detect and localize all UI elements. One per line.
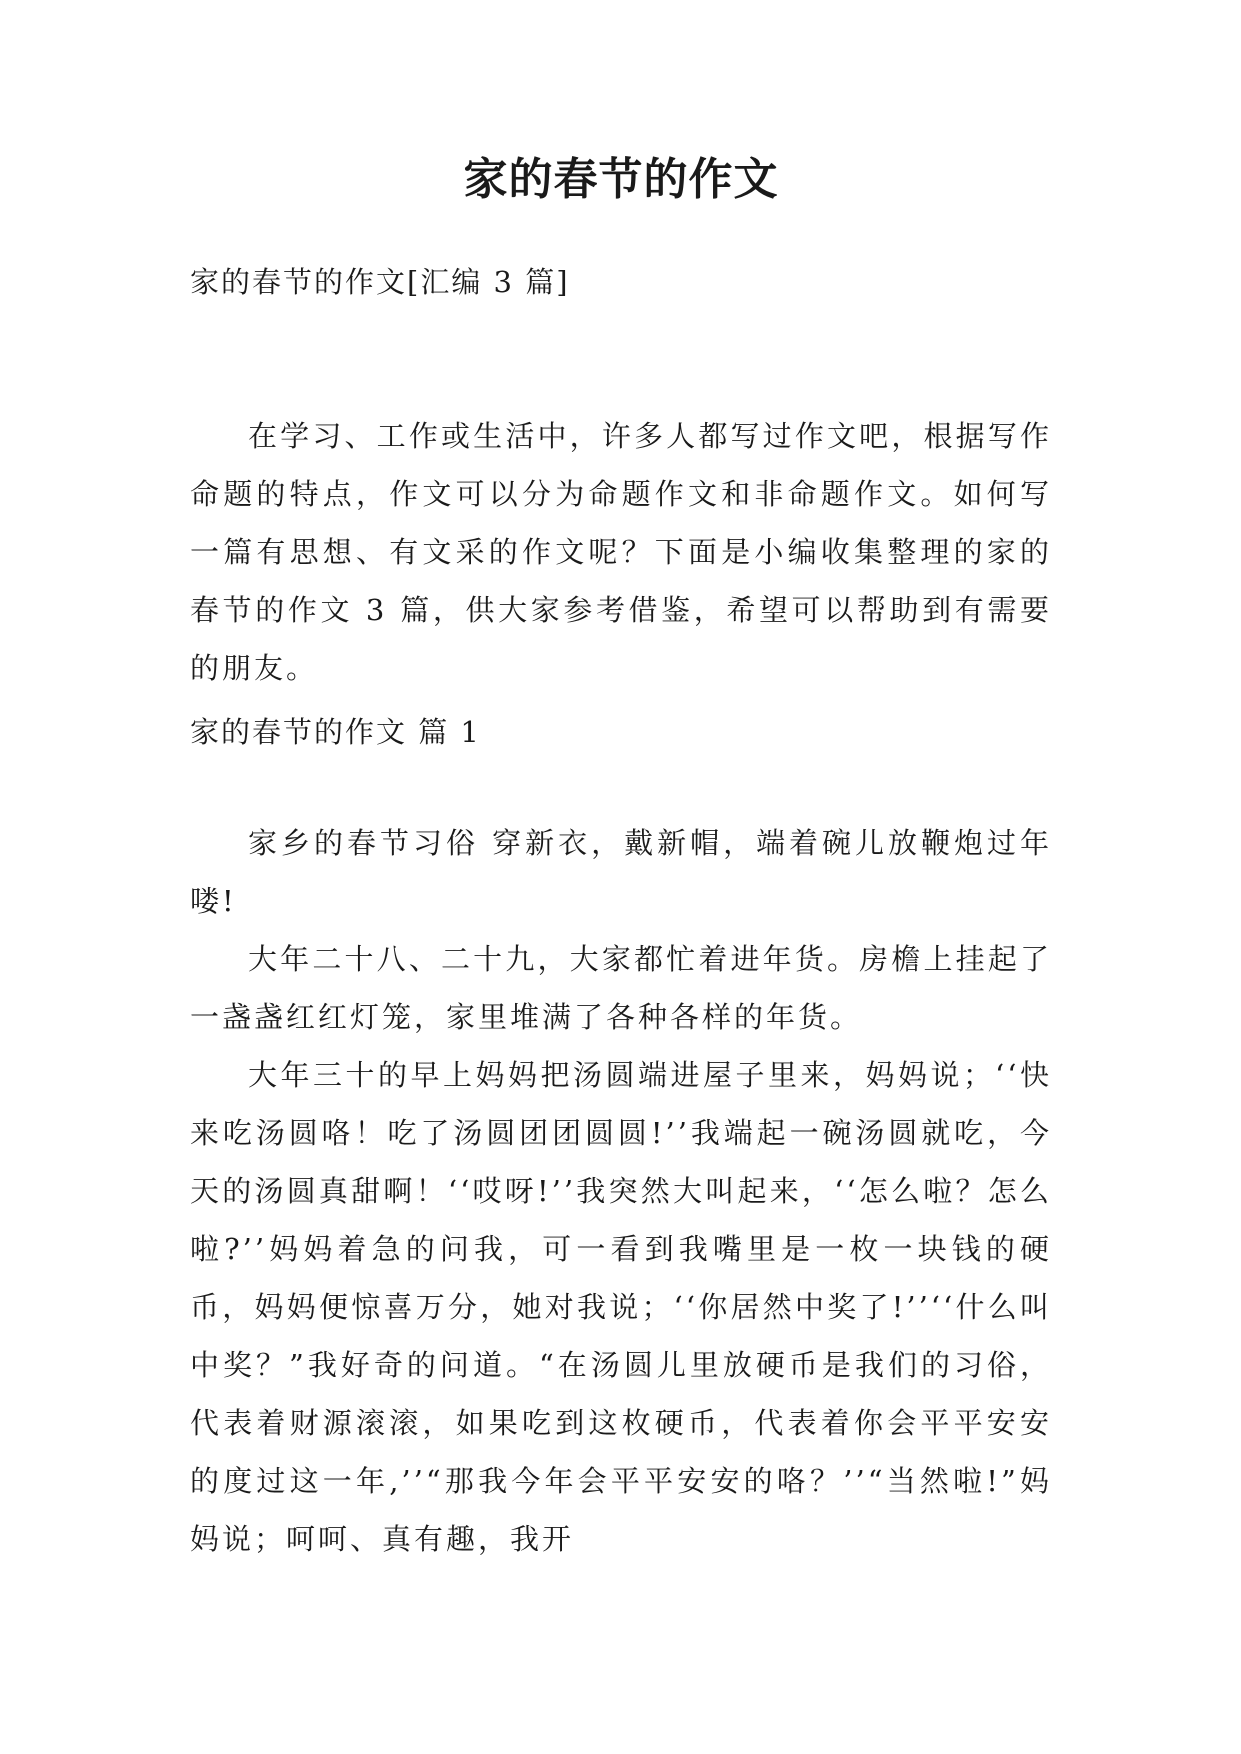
document-title: 家的春节的作文 bbox=[463, 154, 779, 205]
essay-body bbox=[190, 814, 1052, 1568]
essay-paragraph: 大年二十八、二十九，大家都忙着进年货。房檐上挂起了一盏盏红红灯笼，家里堆满了各种各样的年货。 bbox=[190, 942, 1052, 1034]
essay-paragraph: 家乡的春节习俗 穿新衣，戴新帽，端着碗儿放鞭炮过年喽! bbox=[190, 826, 1052, 918]
document-subtitle: 家的春节的作文[汇编 3 篇] bbox=[190, 265, 570, 299]
intro-paragraph: 在学习、工作或生活中，许多人都写过作文吧，根据写作命题的特点，作文可以分为命题作文和非命题作文。如何写一篇有思想、有文采的作文呢？下面是小编收集整理的家的春节的作文 3 篇，供大家参考借鉴，希望可以帮助到有需要的朋友。 bbox=[190, 419, 1052, 685]
section-heading: 家的春节的作文 篇 1 bbox=[190, 715, 481, 749]
essay-paragraph: 大年三十的早上妈妈把汤圆端进屋子里来，妈妈说；‘‘快来吃汤圆咯！吃了汤圆团团圆圆!’’我端起一碗汤圆就吃，今天的汤圆真甜啊！‘‘哎呀!’’我突然大叫起来，‘‘怎么啦？怎么啦?’’妈妈着急的问我，可一看到我嘴里是一枚一块钱的硬币，妈妈便惊喜万分，她对我说；‘‘你居然中奖了!’’‘‘什么叫中奖？”我好奇的问道。“在汤圆儿里放硬币是我们的习俗，代表着财源滚滚，如果吃到这枚硬币，代表着你会平平安安的度过这一年,’’“那我今年会平平安安的咯？’’“当然啦!”妈妈说；呵呵、真有趣，我开 bbox=[190, 1058, 1052, 1556]
